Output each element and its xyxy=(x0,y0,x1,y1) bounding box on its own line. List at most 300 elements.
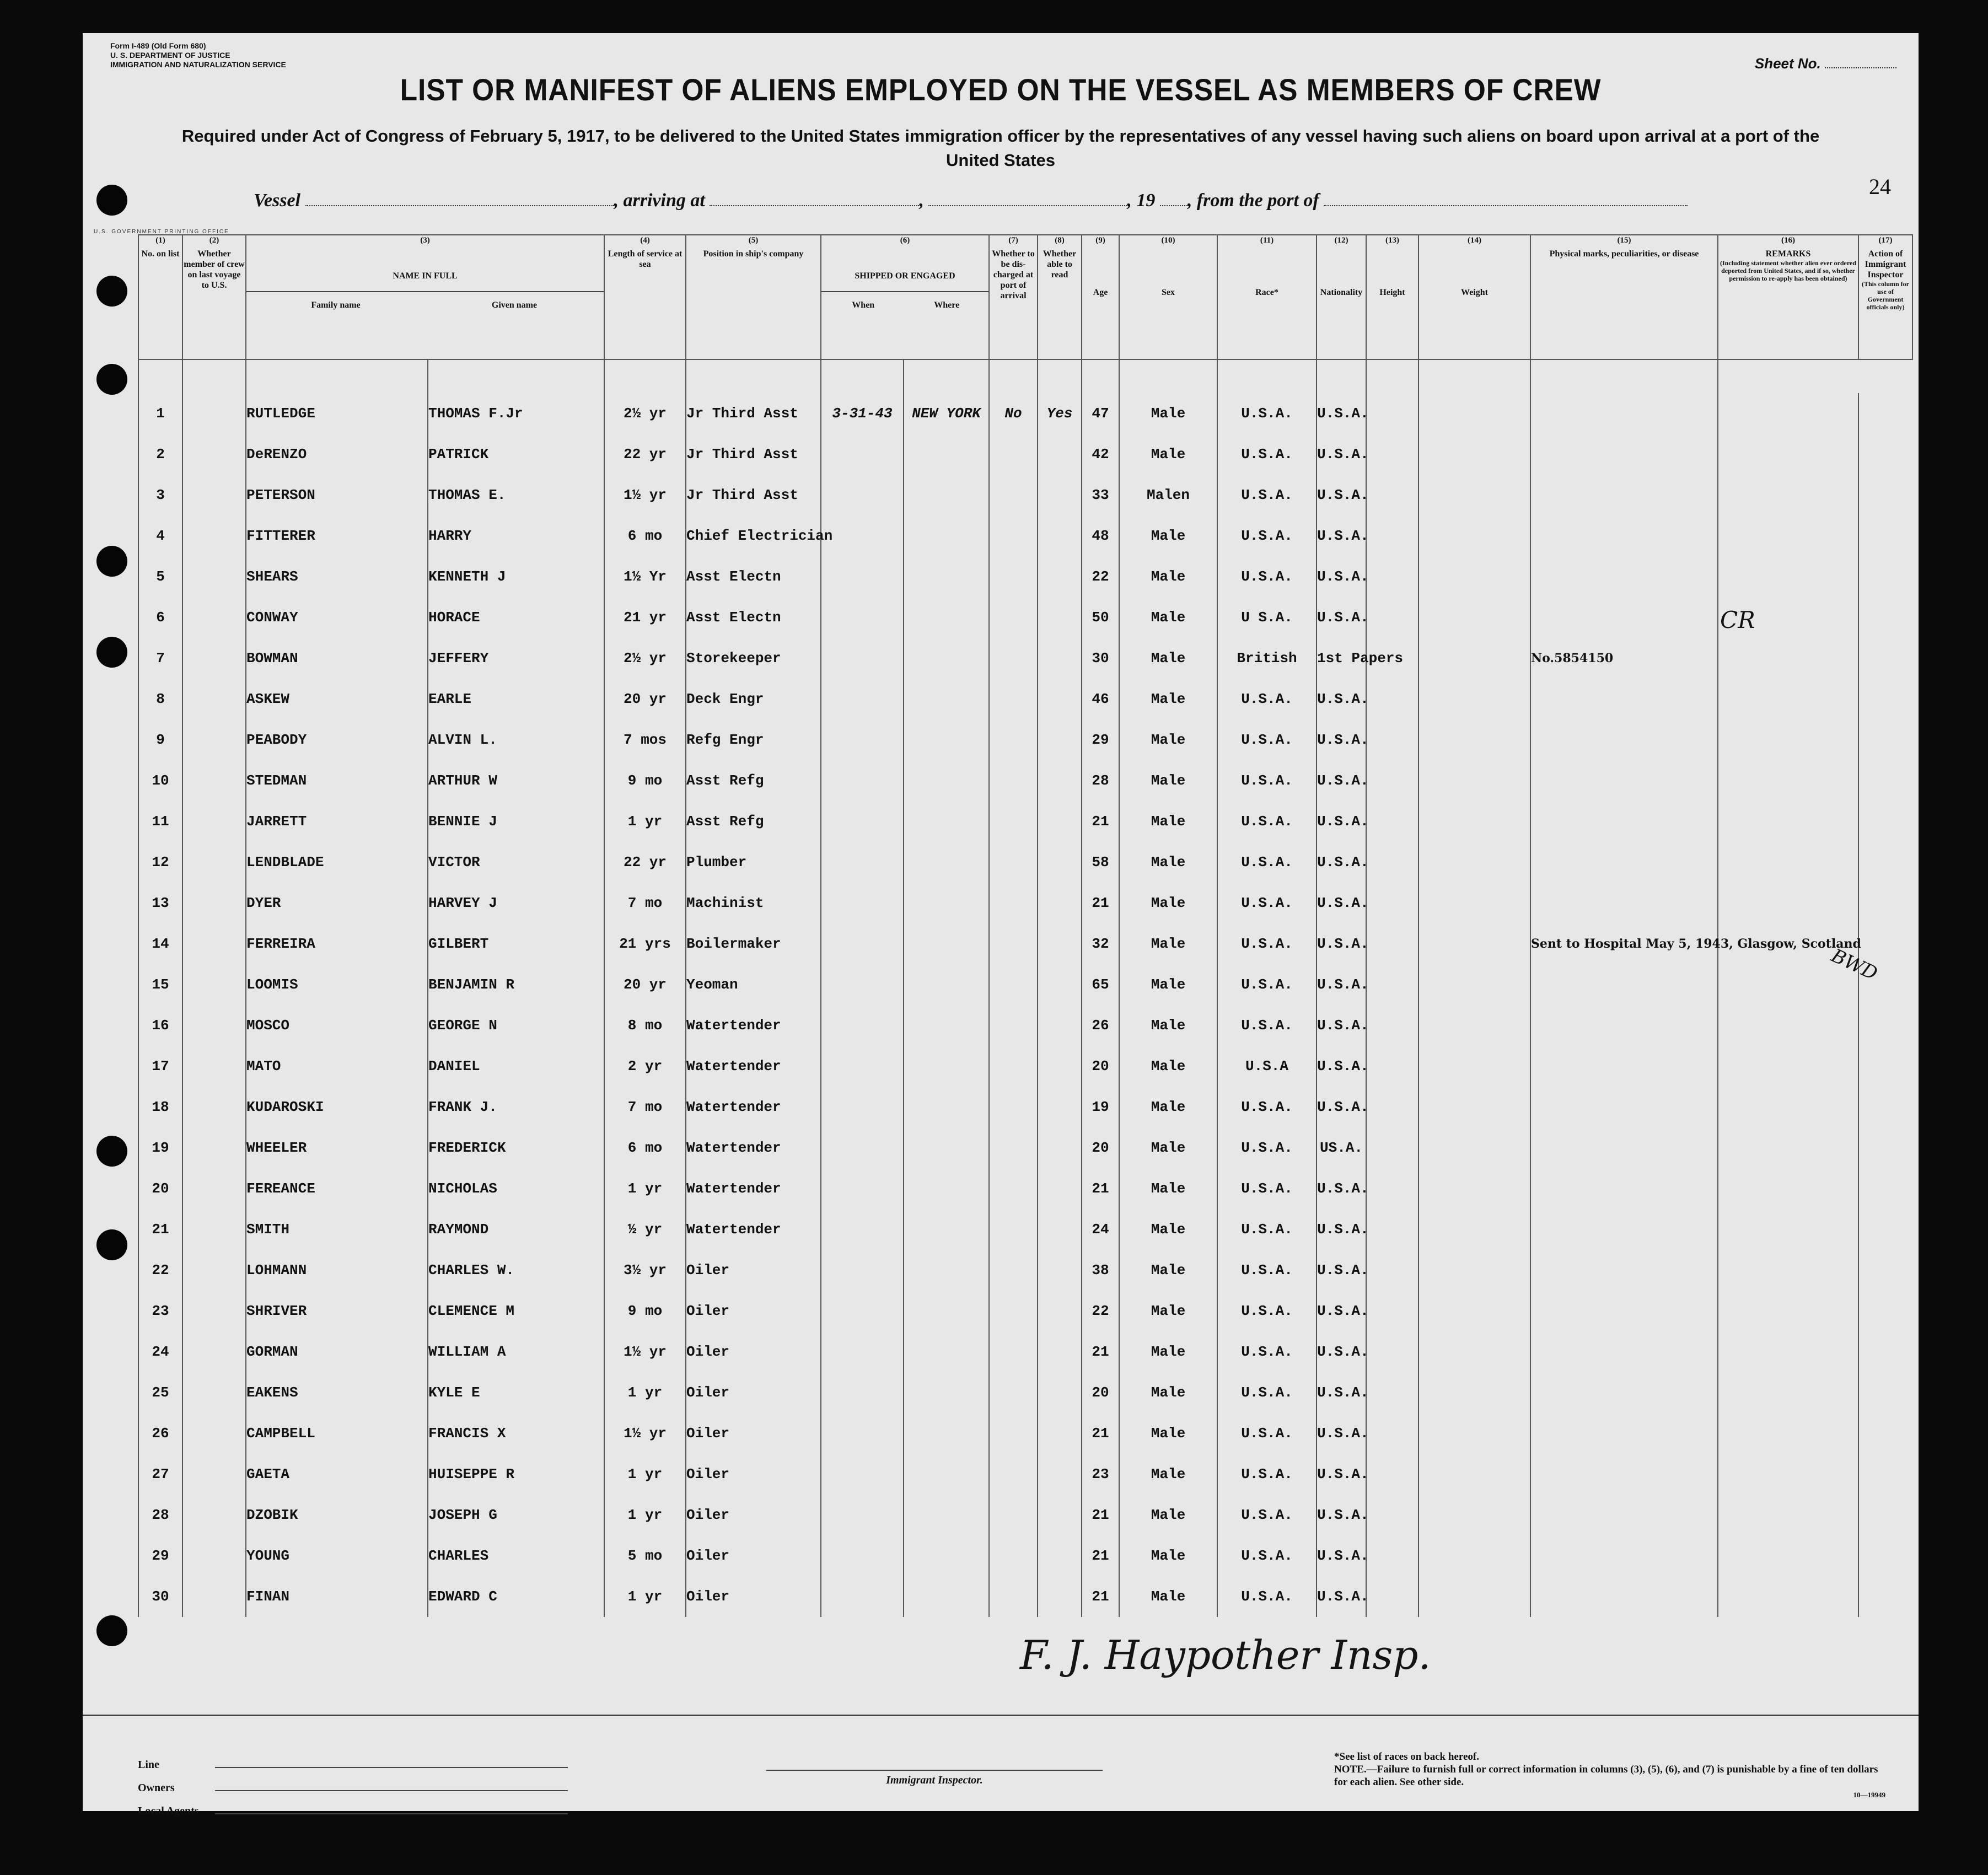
note-races: *See list of races on back hereof. xyxy=(1334,1751,1479,1763)
family-name: RUTLEDGE xyxy=(246,393,428,434)
race: U.S.A xyxy=(1217,1046,1317,1087)
col-num: (5) xyxy=(686,235,821,249)
shipped-when xyxy=(821,1127,904,1168)
note-text: NOTE.—Failure to furnish full or correct information in columns (3), (5), (6), and (7) is punishable by a fine of ten dollars for each alien. See other side. xyxy=(1334,1764,1878,1788)
table-row xyxy=(138,1209,1912,1250)
weight xyxy=(1366,1372,1419,1413)
action xyxy=(1718,1046,1858,1087)
able-to-read xyxy=(1038,1535,1082,1576)
sex: Male xyxy=(1119,1046,1217,1087)
remarks xyxy=(1530,1127,1718,1168)
row-number: 16 xyxy=(138,1005,182,1046)
discharged xyxy=(989,1127,1038,1168)
table-row xyxy=(138,1413,1912,1454)
shipped-where xyxy=(904,1331,989,1372)
last-voyage-cell xyxy=(182,1372,246,1413)
remarks xyxy=(1530,1576,1718,1617)
row14-initials: BWD xyxy=(1828,944,1881,985)
table-row xyxy=(138,393,1912,434)
discharged xyxy=(989,1535,1038,1576)
length-of-service: 3½ yr xyxy=(604,1250,686,1291)
row-number: 12 xyxy=(138,842,182,883)
header-height xyxy=(1366,249,1419,359)
weight xyxy=(1366,1576,1419,1617)
position: Watertender xyxy=(686,1168,821,1209)
given-name: HARVEY J xyxy=(428,883,604,923)
action xyxy=(1718,964,1858,1005)
race: U.S.A. xyxy=(1217,393,1317,434)
physical-marks xyxy=(1419,1576,1530,1617)
shipped-where xyxy=(904,638,989,679)
shipped-where xyxy=(904,964,989,1005)
given-name: ALVIN L. xyxy=(428,719,604,760)
remarks xyxy=(1530,475,1718,515)
remarks xyxy=(1530,1046,1718,1087)
position: Refg Engr xyxy=(686,719,821,760)
family-name: EAKENS xyxy=(246,1372,428,1413)
position: Watertender xyxy=(686,1209,821,1250)
age-label: Age xyxy=(1093,288,1108,297)
physical-marks xyxy=(1419,434,1530,475)
weight xyxy=(1366,1168,1419,1209)
family-name: FERREIRA xyxy=(246,923,428,964)
remarks: No.5854150 xyxy=(1530,638,1718,679)
table-row xyxy=(138,883,1912,923)
service-name: IMMIGRATION AND NATURALIZATION SERVICE xyxy=(110,60,286,69)
row-number: 11 xyxy=(138,801,182,842)
discharged xyxy=(989,801,1038,842)
age: 32 xyxy=(1082,923,1119,964)
nationality: U.S.A. xyxy=(1317,393,1366,434)
race: U.S.A. xyxy=(1217,1454,1317,1495)
race: U.S.A. xyxy=(1217,1168,1317,1209)
last-voyage-cell xyxy=(182,801,246,842)
able-to-read xyxy=(1038,801,1082,842)
sex: Male xyxy=(1119,719,1217,760)
able-to-read xyxy=(1038,964,1082,1005)
last-voyage-cell xyxy=(182,923,246,964)
last-voyage-cell xyxy=(182,475,246,515)
punch-hole xyxy=(96,1229,127,1260)
nationality: U.S.A. xyxy=(1317,1372,1366,1413)
line-label: Line xyxy=(138,1759,159,1771)
nationality: U.S.A. xyxy=(1317,556,1366,597)
length-of-service: 22 yr xyxy=(604,842,686,883)
physical-marks xyxy=(1419,1209,1530,1250)
race: U.S.A. xyxy=(1217,1576,1317,1617)
shipped-where xyxy=(904,883,989,923)
given-name: HORACE xyxy=(428,597,604,638)
physical-marks xyxy=(1419,1127,1530,1168)
sex: Male xyxy=(1119,1168,1217,1209)
header-race xyxy=(1217,249,1317,359)
action xyxy=(1718,1209,1858,1250)
weight xyxy=(1366,556,1419,597)
header-length-service: Length of service at sea xyxy=(604,249,686,359)
race: U.S.A. xyxy=(1217,1127,1317,1168)
column-number-row xyxy=(138,235,1912,249)
physical-marks xyxy=(1419,1372,1530,1413)
discharged xyxy=(989,842,1038,883)
physical-marks xyxy=(1419,1168,1530,1209)
last-voyage-cell xyxy=(182,1291,246,1331)
family-name: FEREANCE xyxy=(246,1168,428,1209)
nationality: U.S.A. xyxy=(1317,1331,1366,1372)
nationality: U.S.A. xyxy=(1317,719,1366,760)
physical-marks xyxy=(1419,556,1530,597)
header-able-read: Whether able to read xyxy=(1038,249,1082,359)
shipped-where xyxy=(904,1168,989,1209)
table-row xyxy=(138,1168,1912,1209)
position: Yeoman xyxy=(686,964,821,1005)
given-name: CHARLES W. xyxy=(428,1250,604,1291)
page-number: 24 xyxy=(1869,174,1891,199)
discharged xyxy=(989,1331,1038,1372)
header-physical-marks: Physical marks, peculiarities, or disease xyxy=(1530,249,1718,359)
table-row xyxy=(138,556,1912,597)
remarks xyxy=(1530,1005,1718,1046)
remarks: Sent to Hospital May 5, 1943, Glasgow, Scotland xyxy=(1530,923,1718,964)
shipped-where xyxy=(904,475,989,515)
position: Oiler xyxy=(686,1413,821,1454)
family-name: GAETA xyxy=(246,1454,428,1495)
table-row xyxy=(138,1087,1912,1127)
given-name: VICTOR xyxy=(428,842,604,883)
physical-marks xyxy=(1419,842,1530,883)
table-row xyxy=(138,1005,1912,1046)
table-row xyxy=(138,434,1912,475)
shipped-where xyxy=(904,1291,989,1331)
sex: Male xyxy=(1119,1454,1217,1495)
able-to-read xyxy=(1038,1495,1082,1535)
able-to-read xyxy=(1038,719,1082,760)
physical-marks xyxy=(1419,1495,1530,1535)
spacer-row xyxy=(138,359,1912,393)
able-to-read xyxy=(1038,923,1082,964)
last-voyage-cell xyxy=(182,1535,246,1576)
given-name: FRANK J. xyxy=(428,1087,604,1127)
able-to-read xyxy=(1038,1454,1082,1495)
given-name: NICHOLAS xyxy=(428,1168,604,1209)
action xyxy=(1718,1372,1858,1413)
given-name: WILLIAM A xyxy=(428,1331,604,1372)
shipped-when xyxy=(821,964,904,1005)
given-name: BENNIE J xyxy=(428,801,604,842)
age: 46 xyxy=(1082,679,1119,719)
weight xyxy=(1366,393,1419,434)
length-of-service: 7 mo xyxy=(604,1087,686,1127)
remarks xyxy=(1530,1087,1718,1127)
age: 21 xyxy=(1082,1576,1119,1617)
action xyxy=(1718,1087,1858,1127)
col-num: (7) xyxy=(989,235,1038,249)
race: U.S.A. xyxy=(1217,1535,1317,1576)
able-to-read xyxy=(1038,883,1082,923)
remarks xyxy=(1530,801,1718,842)
age: 48 xyxy=(1082,515,1119,556)
weight xyxy=(1366,434,1419,475)
position: Oiler xyxy=(686,1250,821,1291)
age: 20 xyxy=(1082,1046,1119,1087)
last-voyage-cell xyxy=(182,434,246,475)
sex: Male xyxy=(1119,556,1217,597)
discharged xyxy=(989,1046,1038,1087)
discharged xyxy=(989,1168,1038,1209)
last-voyage-cell xyxy=(182,1046,246,1087)
nationality: U.S.A. xyxy=(1317,1413,1366,1454)
table-row xyxy=(138,719,1912,760)
row-number: 27 xyxy=(138,1454,182,1495)
weight xyxy=(1366,515,1419,556)
vessel-line: Vessel , arriving at , , 19 , from the port of xyxy=(254,190,1688,211)
able-to-read xyxy=(1038,842,1082,883)
shipped-where xyxy=(904,515,989,556)
age: 24 xyxy=(1082,1209,1119,1250)
age: 22 xyxy=(1082,1291,1119,1331)
position: Asst Electn xyxy=(686,556,821,597)
length-of-service: 20 yr xyxy=(604,964,686,1005)
crew-rows xyxy=(138,359,1912,1617)
nationality: U.S.A. xyxy=(1317,1535,1366,1576)
sex-label: Sex xyxy=(1162,288,1175,297)
race: U.S.A. xyxy=(1217,515,1317,556)
able-to-read xyxy=(1038,1372,1082,1413)
weight xyxy=(1366,1454,1419,1495)
sex: Male xyxy=(1119,1535,1217,1576)
row-number: 1 xyxy=(138,393,182,434)
punch-hole xyxy=(96,276,127,307)
discharged xyxy=(989,434,1038,475)
nationality: U.S.A. xyxy=(1317,1454,1366,1495)
weight xyxy=(1366,760,1419,801)
form-number: Form I-489 (Old Form 680) xyxy=(110,41,206,50)
row7-initials: CR xyxy=(1720,606,1755,633)
row-number: 29 xyxy=(138,1535,182,1576)
col-num: (10) xyxy=(1119,235,1217,249)
sex: Male xyxy=(1119,1127,1217,1168)
nationality: U.S.A. xyxy=(1317,883,1366,923)
family-name: DeRENZO xyxy=(246,434,428,475)
footer-rule xyxy=(83,1715,1919,1716)
action xyxy=(1718,1127,1858,1168)
header-age xyxy=(1082,249,1119,359)
table-row xyxy=(138,597,1912,638)
shipped-when xyxy=(821,597,904,638)
weight xyxy=(1366,1535,1419,1576)
remarks xyxy=(1530,597,1718,638)
shipped-when xyxy=(821,1168,904,1209)
remarks xyxy=(1530,393,1718,434)
race: U S.A. xyxy=(1217,597,1317,638)
weight xyxy=(1366,475,1419,515)
shipped-where xyxy=(904,1250,989,1291)
race: U.S.A. xyxy=(1217,760,1317,801)
given-name: THOMAS E. xyxy=(428,475,604,515)
shipped-where xyxy=(904,1413,989,1454)
shipped-where xyxy=(904,1372,989,1413)
position: Oiler xyxy=(686,1576,821,1617)
age: 21 xyxy=(1082,1168,1119,1209)
shipped-where xyxy=(904,719,989,760)
sex: Male xyxy=(1119,883,1217,923)
physical-marks xyxy=(1419,801,1530,842)
table-row xyxy=(138,638,1912,679)
header-no-on-list: No. on list xyxy=(138,249,182,359)
position: Deck Engr xyxy=(686,679,821,719)
able-to-read xyxy=(1038,1250,1082,1291)
row-number: 5 xyxy=(138,556,182,597)
shipped-when xyxy=(821,1413,904,1454)
remarks xyxy=(1530,1495,1718,1535)
physical-marks xyxy=(1419,1087,1530,1127)
footer-lines xyxy=(138,1753,568,1823)
row-number: 19 xyxy=(138,1127,182,1168)
family-name: JARRETT xyxy=(246,801,428,842)
given-name: RAYMOND xyxy=(428,1209,604,1250)
last-voyage-cell xyxy=(182,1127,246,1168)
sex: Male xyxy=(1119,1413,1217,1454)
shipped-where xyxy=(904,597,989,638)
race: U.S.A. xyxy=(1217,1372,1317,1413)
action xyxy=(1718,1576,1858,1617)
family-name: PEABODY xyxy=(246,719,428,760)
discharged: No xyxy=(989,393,1038,434)
sex: Male xyxy=(1119,597,1217,638)
header-remarks xyxy=(1718,249,1858,359)
table-row xyxy=(138,1454,1912,1495)
position: Oiler xyxy=(686,1291,821,1331)
last-voyage-cell xyxy=(182,760,246,801)
given-name: HARRY xyxy=(428,515,604,556)
remarks xyxy=(1530,1331,1718,1372)
row-number: 15 xyxy=(138,964,182,1005)
from-port-label: , from the port of xyxy=(1187,190,1319,211)
action-note: (This column for use of Government officials only) xyxy=(1861,280,1909,311)
age: 26 xyxy=(1082,1005,1119,1046)
table-row xyxy=(138,1535,1912,1576)
header-sex xyxy=(1119,249,1217,359)
last-voyage-cell xyxy=(182,1005,246,1046)
header-name-in-full xyxy=(246,249,604,359)
shipped-when xyxy=(821,842,904,883)
shipped-engaged-label: SHIPPED OR ENGAGED xyxy=(855,271,955,281)
length-of-service: 2½ yr xyxy=(604,393,686,434)
shipped-where xyxy=(904,1454,989,1495)
length-of-service: 2 yr xyxy=(604,1046,686,1087)
shipped-where xyxy=(904,1005,989,1046)
length-of-service: 21 yr xyxy=(604,597,686,638)
race: U.S.A. xyxy=(1217,1005,1317,1046)
shipped-when xyxy=(821,1250,904,1291)
sex: Male xyxy=(1119,964,1217,1005)
position: Machinist xyxy=(686,883,821,923)
table-row xyxy=(138,760,1912,801)
able-to-read xyxy=(1038,515,1082,556)
discharged xyxy=(989,1495,1038,1535)
shipped-when xyxy=(821,475,904,515)
able-to-read xyxy=(1038,1209,1082,1250)
given-name: DANIEL xyxy=(428,1046,604,1087)
row-number: 3 xyxy=(138,475,182,515)
position: Asst Refg xyxy=(686,801,821,842)
last-voyage-cell xyxy=(182,964,246,1005)
row-number: 9 xyxy=(138,719,182,760)
last-voyage-cell xyxy=(182,1250,246,1291)
action xyxy=(1718,1250,1858,1291)
position: Oiler xyxy=(686,1535,821,1576)
action xyxy=(1718,801,1858,842)
nationality: U.S.A. xyxy=(1317,515,1366,556)
race: U.S.A. xyxy=(1217,475,1317,515)
position: Watertender xyxy=(686,1087,821,1127)
length-of-service: 1 yr xyxy=(604,1372,686,1413)
weight xyxy=(1366,964,1419,1005)
race: U.S.A. xyxy=(1217,1331,1317,1372)
position: Watertender xyxy=(686,1046,821,1087)
remarks-note: (Including statement whether alien ever ordered deported from United States, and if so, whether permission to re-apply has been obtained) xyxy=(1720,259,1856,282)
able-to-read xyxy=(1038,638,1082,679)
name-in-full-label: NAME IN FULL xyxy=(393,271,458,281)
table-row xyxy=(138,1250,1912,1291)
length-of-service: 1½ Yr xyxy=(604,556,686,597)
physical-marks xyxy=(1419,679,1530,719)
shipped-when xyxy=(821,1372,904,1413)
shipped-when xyxy=(821,679,904,719)
given-name: GILBERT xyxy=(428,923,604,964)
nationality: U.S.A. xyxy=(1317,475,1366,515)
weight xyxy=(1366,883,1419,923)
last-voyage-cell xyxy=(182,638,246,679)
sex: Male xyxy=(1119,638,1217,679)
shipped-when xyxy=(821,1495,904,1535)
weight xyxy=(1366,923,1419,964)
able-to-read xyxy=(1038,434,1082,475)
nationality: U.S.A. xyxy=(1317,597,1366,638)
row-number: 22 xyxy=(138,1250,182,1291)
header-action xyxy=(1858,249,1912,359)
weight xyxy=(1366,1331,1419,1372)
sex: Male xyxy=(1119,515,1217,556)
shipped-when xyxy=(821,1331,904,1372)
header-discharged: Whether to be dis-charged at port of arrival xyxy=(989,249,1038,359)
family-name: CONWAY xyxy=(246,597,428,638)
family-name: ASKEW xyxy=(246,679,428,719)
last-voyage-cell xyxy=(182,1331,246,1372)
physical-marks xyxy=(1419,515,1530,556)
header-position: Position in ship's company xyxy=(686,249,821,359)
length-of-service: 1 yr xyxy=(604,1576,686,1617)
col-num: (12) xyxy=(1317,235,1366,249)
shipped-when xyxy=(821,1454,904,1495)
last-voyage-cell xyxy=(182,679,246,719)
table-row xyxy=(138,1576,1912,1617)
discharged xyxy=(989,1413,1038,1454)
manifest-sheet xyxy=(83,33,1919,1817)
last-voyage-cell xyxy=(182,1087,246,1127)
able-to-read xyxy=(1038,760,1082,801)
discharged xyxy=(989,638,1038,679)
shipped-when xyxy=(821,923,904,964)
table-row xyxy=(138,923,1912,964)
owners-label: Owners xyxy=(138,1782,175,1794)
when-label: When xyxy=(852,300,875,310)
action xyxy=(1718,1454,1858,1495)
given-name: JOSEPH G xyxy=(428,1495,604,1535)
nationality: U.S.A. xyxy=(1317,801,1366,842)
punch-hole xyxy=(96,546,127,577)
action xyxy=(1718,1291,1858,1331)
shipped-when xyxy=(821,1535,904,1576)
